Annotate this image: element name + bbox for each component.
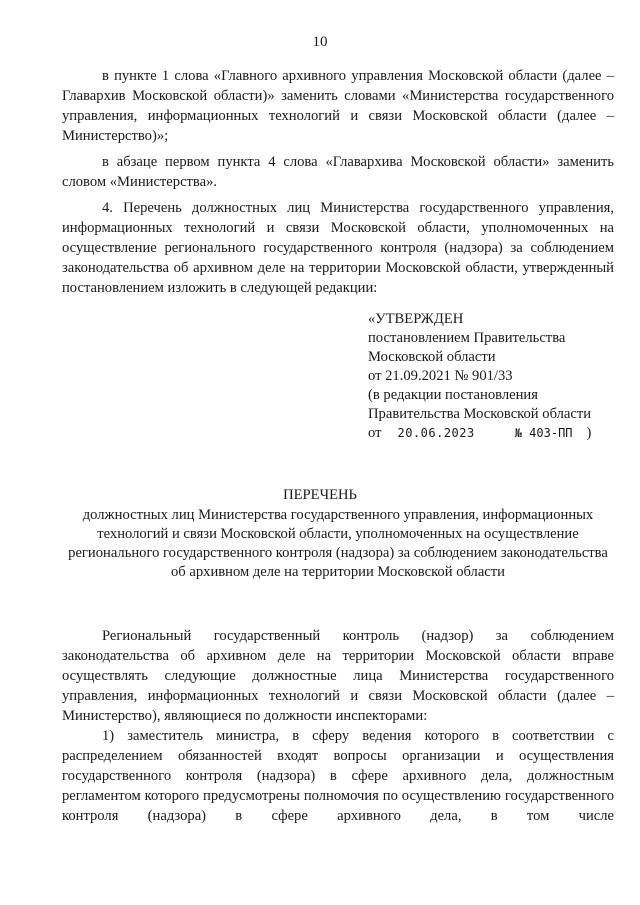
approval-line-5: (в редакции постановления: [368, 387, 538, 403]
body-paragraph-1: Региональный государственный контроль (надзор) за соблюдением законодательства об архивном деле на территории Московской области вправе осуществлять следующие должностные лица Министерства государственного управления, информационных технологий и связи Московской области (далее – Министерство), являющиеся по должности инспекторами:: [62, 628, 614, 724]
approval-closing: ): [586, 425, 592, 441]
approval-number: № 403-ПП: [514, 426, 573, 440]
list-title: ПЕРЕЧЕНЬ: [283, 487, 357, 503]
approval-date-line: [368, 424, 613, 443]
list-subtitle: должностных лиц Министерства государственного управления, информационных технологий и связи Московской области, уполномоченных на осуществление регионального государственного контроля (надзора) за соблюдением законодательства об архивном деле на территории Московской области: [68, 507, 608, 580]
body-paragraph-2: 1) заместитель министра, в сферу ведения которого в соответствии с распределением обязанностей входят вопросы организации и осуществления государственного контроля (надзора) в сфере архивного дела, должностным регламентом которого предусмотрены полномочия по осуществлению государственного контроля (надзора) в сфере архивного дела, в том числе: [62, 728, 614, 824]
body-section: [62, 626, 614, 826]
page-number: 10: [312, 34, 328, 50]
approval-line-6: Правительства Московской области: [368, 406, 592, 422]
intro-paragraph-2: в абзаце первом пункта 4 слова «Главархива Московской области» заменить словом «Министерства».: [62, 154, 614, 190]
approval-date: 20.06.2023: [397, 426, 475, 440]
approval-line-1: «УТВЕРЖДЕН: [368, 311, 464, 327]
intro-paragraph-3: 4. Перечень должностных лиц Министерства государственного управления, информационных технологий и связи Московской области, уполномоченных на осуществление регионального государственного контроля (надзора) за соблюдением законодательства об архивном деле на территории Московской области, утвержденный постановлением изложить в следующей редакции:: [62, 200, 614, 296]
approval-line-4: от 21.09.2021 № 901/33: [368, 368, 513, 384]
approval-from-label: от: [368, 425, 382, 441]
approval-line-3: Московской области: [368, 349, 496, 365]
approval-line-2: постановлением Правительства: [368, 330, 566, 346]
approval-stamp-block: [368, 310, 613, 443]
intro-paragraph-1: в пункте 1 слова «Главного архивного управления Московской области (далее – Главархив Московской области)» заменить словами «Министерства государственного управления, информационных технологий и связи Московской области (далее – Министерство)»;: [62, 68, 614, 144]
intro-section: [62, 66, 614, 298]
